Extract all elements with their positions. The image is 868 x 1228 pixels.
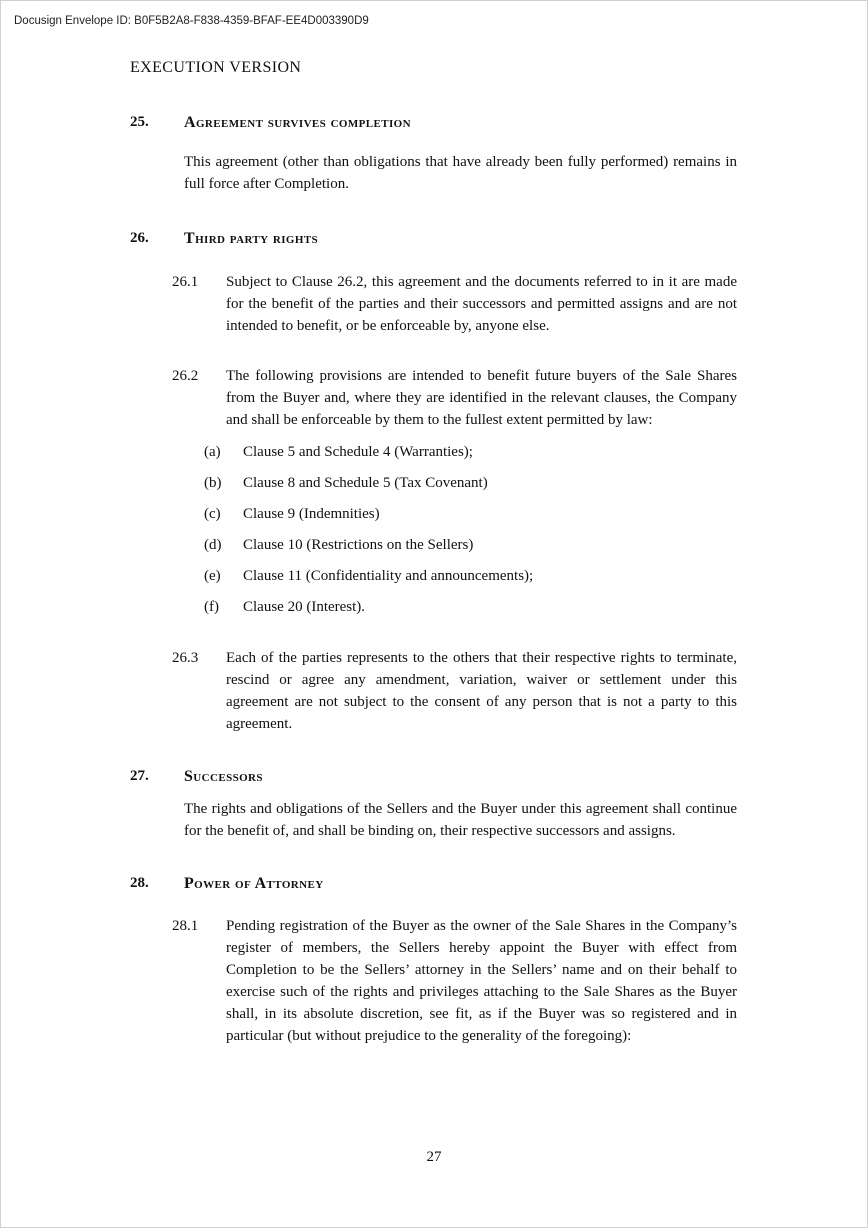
subclause-26-3 bbox=[172, 647, 737, 735]
list-item bbox=[204, 565, 737, 587]
execution-version-label: EXECUTION VERSION bbox=[130, 59, 302, 76]
subclause-28-1 bbox=[172, 915, 737, 1047]
list-item bbox=[204, 534, 737, 556]
list-item-text: Clause 20 (Interest). bbox=[243, 599, 366, 615]
list-marker: (c) bbox=[204, 506, 221, 522]
list-marker: (e) bbox=[204, 568, 221, 584]
section-heading: Agreement survives completion bbox=[184, 114, 411, 131]
list-item-text: Clause 11 (Confidentiality and announcements); bbox=[243, 568, 534, 584]
section-number: 27. bbox=[130, 768, 149, 784]
docusign-envelope-id: Docusign Envelope ID: B0F5B2A8-F838-4359-BFAF-EE4D003390D9 bbox=[14, 15, 369, 27]
section-heading: Successors bbox=[184, 768, 263, 785]
list-item-text: Clause 9 (Indemnities) bbox=[243, 506, 380, 522]
list-item bbox=[204, 503, 737, 525]
section-heading: Power of Attorney bbox=[184, 875, 324, 892]
list-item-text: Clause 5 and Schedule 4 (Warranties); bbox=[243, 444, 473, 460]
section-number: 26. bbox=[130, 230, 149, 246]
page-number: 27 bbox=[426, 1149, 442, 1165]
list-marker: (b) bbox=[204, 475, 222, 491]
section-heading-row-26 bbox=[130, 229, 737, 248]
section-number: 28. bbox=[130, 875, 149, 891]
section-heading: Third party rights bbox=[184, 230, 319, 247]
paragraph: This agreement (other than obligations that have already been fully performed) remains in full force after Completion. bbox=[184, 154, 737, 192]
paragraph: The rights and obligations of the Sellers and the Buyer under this agreement shall continue for the benefit of, and shall be binding on, their respective successors and assigns. bbox=[184, 801, 737, 839]
section-heading-row-27 bbox=[130, 767, 737, 786]
subclause-number: 26.2 bbox=[172, 368, 199, 384]
section-heading-row-25 bbox=[130, 113, 737, 132]
list-marker: (d) bbox=[204, 537, 222, 553]
list-item bbox=[204, 472, 737, 494]
list-marker: (a) bbox=[204, 444, 221, 460]
document-body bbox=[130, 113, 737, 1047]
subclause-text: Subject to Clause 26.2, this agreement and the documents referred to in it are made for the benefit of the parties and their successors and permitted assigns and are not intended to benefit, or be enforceable by, anyone else. bbox=[226, 274, 737, 334]
section-number: 25. bbox=[130, 114, 149, 130]
list-item-text: Clause 8 and Schedule 5 (Tax Covenant) bbox=[243, 475, 488, 491]
subclause-number: 26.1 bbox=[172, 274, 199, 290]
list-item bbox=[204, 441, 737, 463]
subclause-text: The following provisions are intended to benefit future buyers of the Sale Shares from the Buyer and, where they are identified in the relevant clauses, the Company and shall be enforceable by them to the fullest extent permitted by law: bbox=[226, 368, 737, 428]
list-marker: (f) bbox=[204, 599, 219, 615]
subclause-26-1 bbox=[172, 271, 737, 337]
subclause-number: 28.1 bbox=[172, 918, 199, 934]
list-item bbox=[204, 596, 737, 618]
list-item-text: Clause 10 (Restrictions on the Sellers) bbox=[243, 537, 474, 553]
subclause-text: Each of the parties represents to the others that their respective rights to terminate, rescind or agree any amendment, variation, waiver or settlement under this agreement are not subject to the consent of any person that is not a party to this agreement. bbox=[226, 650, 737, 732]
section-heading-row-28 bbox=[130, 874, 737, 893]
subclause-text: Pending registration of the Buyer as the owner of the Sale Shares in the Company’s register of members, the Sellers hereby appoint the Buyer with effect from Completion to be the Sellers’ attorney in the Sellers’ name and on their behalf to exercise such of the rights and privileges attaching to the Sale Shares as the Buyer shall, in its absolute discretion, see fit, as if the Buyer was so registered and in particular (but without prejudice to the generality of the foregoing): bbox=[226, 918, 737, 1044]
subclause-26-2 bbox=[172, 365, 737, 431]
subclause-number: 26.3 bbox=[172, 650, 199, 666]
